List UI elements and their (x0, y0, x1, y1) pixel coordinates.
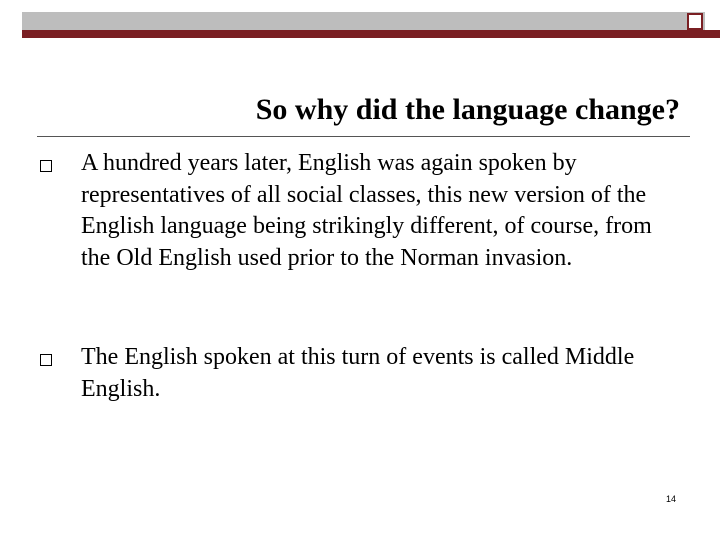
header-band-gray (22, 12, 705, 30)
bullet-text: The English spoken at this turn of events is called Middle English. (81, 344, 635, 402)
square-bullet-icon (40, 354, 52, 366)
square-bullet-icon (40, 160, 52, 172)
corner-square-decoration (687, 13, 703, 30)
page-number: 14 (665, 494, 676, 504)
header-band-red (22, 30, 720, 38)
title-divider (37, 136, 690, 137)
slide-title: So why did the language change? (255, 93, 680, 126)
bullet-text: A hundred years later, English was again spoken by representatives of all social classes, this new version of the English language being strikingly different, of course, from the Old English used prior to the Norman invasion. (81, 150, 652, 271)
